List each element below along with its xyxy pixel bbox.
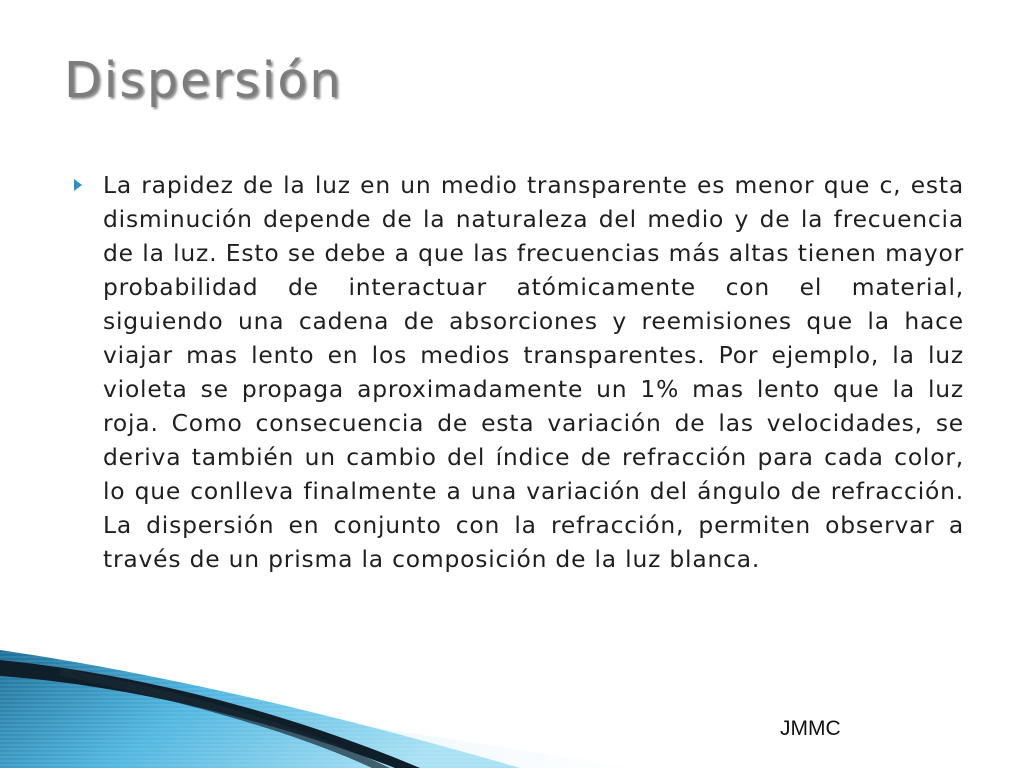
footer-author: JMMC [780, 717, 841, 740]
bullet-text: La rapidez de la luz en un medio transparente es menor que c, esta disminución depende de la naturaleza del medio y de la frecuencia de la luz. Esto se debe a que las frecuencias más altas tienen mayor probabilidad de interactuar atómicamente con el material, siguiendo una cadena de absorciones y reemisiones que la hace viajar mas lento en los medios transparentes. Por ejemplo, la luz violeta se propaga aproximadamente un 1% mas lento que la luz roja. Como consecuencia de esta variación de las velocidades, se deriva también un cambio del índice de refracción para cada color, lo que conlleva finalmente a una variación del ángulo de refracción. La dispersión en conjunto con la refracción, permiten observar a través de un prisma la composición de la luz blanca. [103, 171, 964, 573]
triangle-bullet-icon [74, 179, 82, 191]
slide-title: Dispersión [64, 52, 343, 109]
wave-blue-band-texture [0, 650, 520, 768]
